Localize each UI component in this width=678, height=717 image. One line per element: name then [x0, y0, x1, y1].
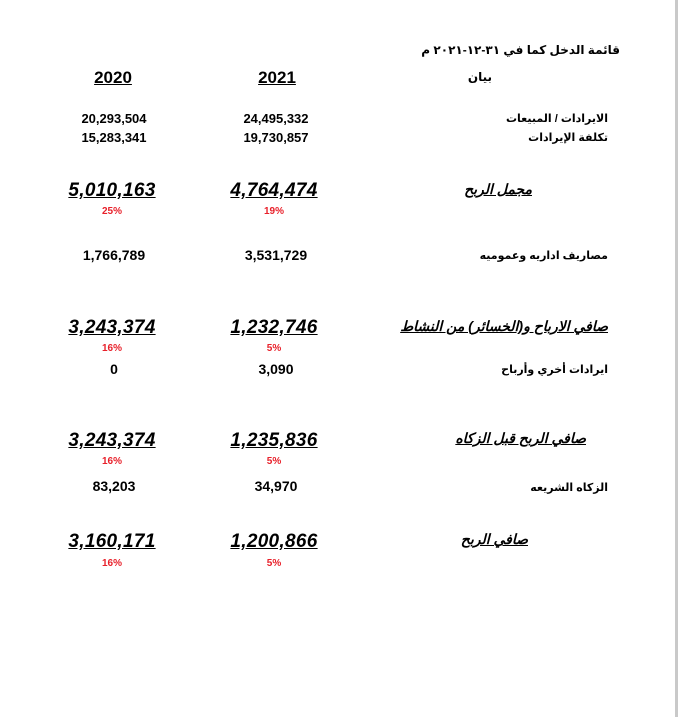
- gross-profit-pct-2020: 25%: [101, 206, 122, 217]
- column-header-description: بيان: [467, 70, 492, 84]
- profit-before-zakat-pct-2021: 5%: [266, 456, 282, 467]
- net-profit-label: صافي الربح: [460, 531, 528, 547]
- net-profit-2021: 1,200,866: [230, 531, 318, 552]
- zakat-2020: 83,203: [92, 478, 136, 494]
- profit-before-zakat-2021: 1,235,836: [230, 430, 318, 451]
- zakat-2021: 34,970: [254, 478, 298, 494]
- statement-title: قائمة الدخل كما في ٣١-١٢-٢٠٢١ م: [421, 43, 620, 57]
- admin-expenses-2020: 1,766,789: [82, 247, 146, 263]
- gross-profit-pct-2021: 19%: [263, 206, 284, 217]
- admin-expenses-2021: 3,531,729: [244, 247, 308, 263]
- net-profit-pct-2020: 16%: [101, 558, 122, 569]
- revenue-label: الايرادات / المبيعات: [506, 113, 608, 125]
- revenue-2020: 20,293,504: [81, 111, 147, 126]
- net-operating-2020: 3,243,374: [68, 317, 156, 338]
- other-income-2021: 3,090: [258, 361, 294, 377]
- column-header-2021: 2021: [258, 68, 296, 87]
- profit-before-zakat-label: صافي الربح قبل الزكاه: [455, 430, 586, 446]
- revenue-2021: 24,495,332: [243, 111, 309, 126]
- cost-2020: 15,283,341: [81, 130, 147, 145]
- profit-before-zakat-pct-2020: 16%: [101, 456, 122, 467]
- net-operating-pct-2020: 16%: [101, 343, 122, 354]
- cost-label: تكلفة الإيرادات: [528, 132, 608, 144]
- column-header-2020: 2020: [94, 68, 132, 87]
- net-operating-2021: 1,232,746: [230, 317, 318, 338]
- other-income-2020: 0: [110, 361, 118, 377]
- admin-expenses-label: مصاريف اداريه وعموميه: [479, 250, 608, 262]
- gross-profit-label: مجمل الربح: [464, 181, 532, 197]
- net-profit-pct-2021: 5%: [266, 558, 282, 569]
- other-income-label: ايرادات أخري وأرباح: [501, 364, 608, 376]
- gross-profit-2020: 5,010,163: [68, 180, 156, 201]
- net-operating-label: صافي الارباح و(الخسائر) من النشاط: [400, 318, 608, 334]
- profit-before-zakat-2020: 3,243,374: [68, 430, 156, 451]
- zakat-label: الزكاه الشريعه: [530, 482, 608, 494]
- net-profit-2020: 3,160,171: [68, 531, 156, 552]
- gross-profit-2021: 4,764,474: [230, 180, 318, 201]
- cost-2021: 19,730,857: [243, 130, 309, 145]
- net-operating-pct-2021: 5%: [266, 343, 282, 354]
